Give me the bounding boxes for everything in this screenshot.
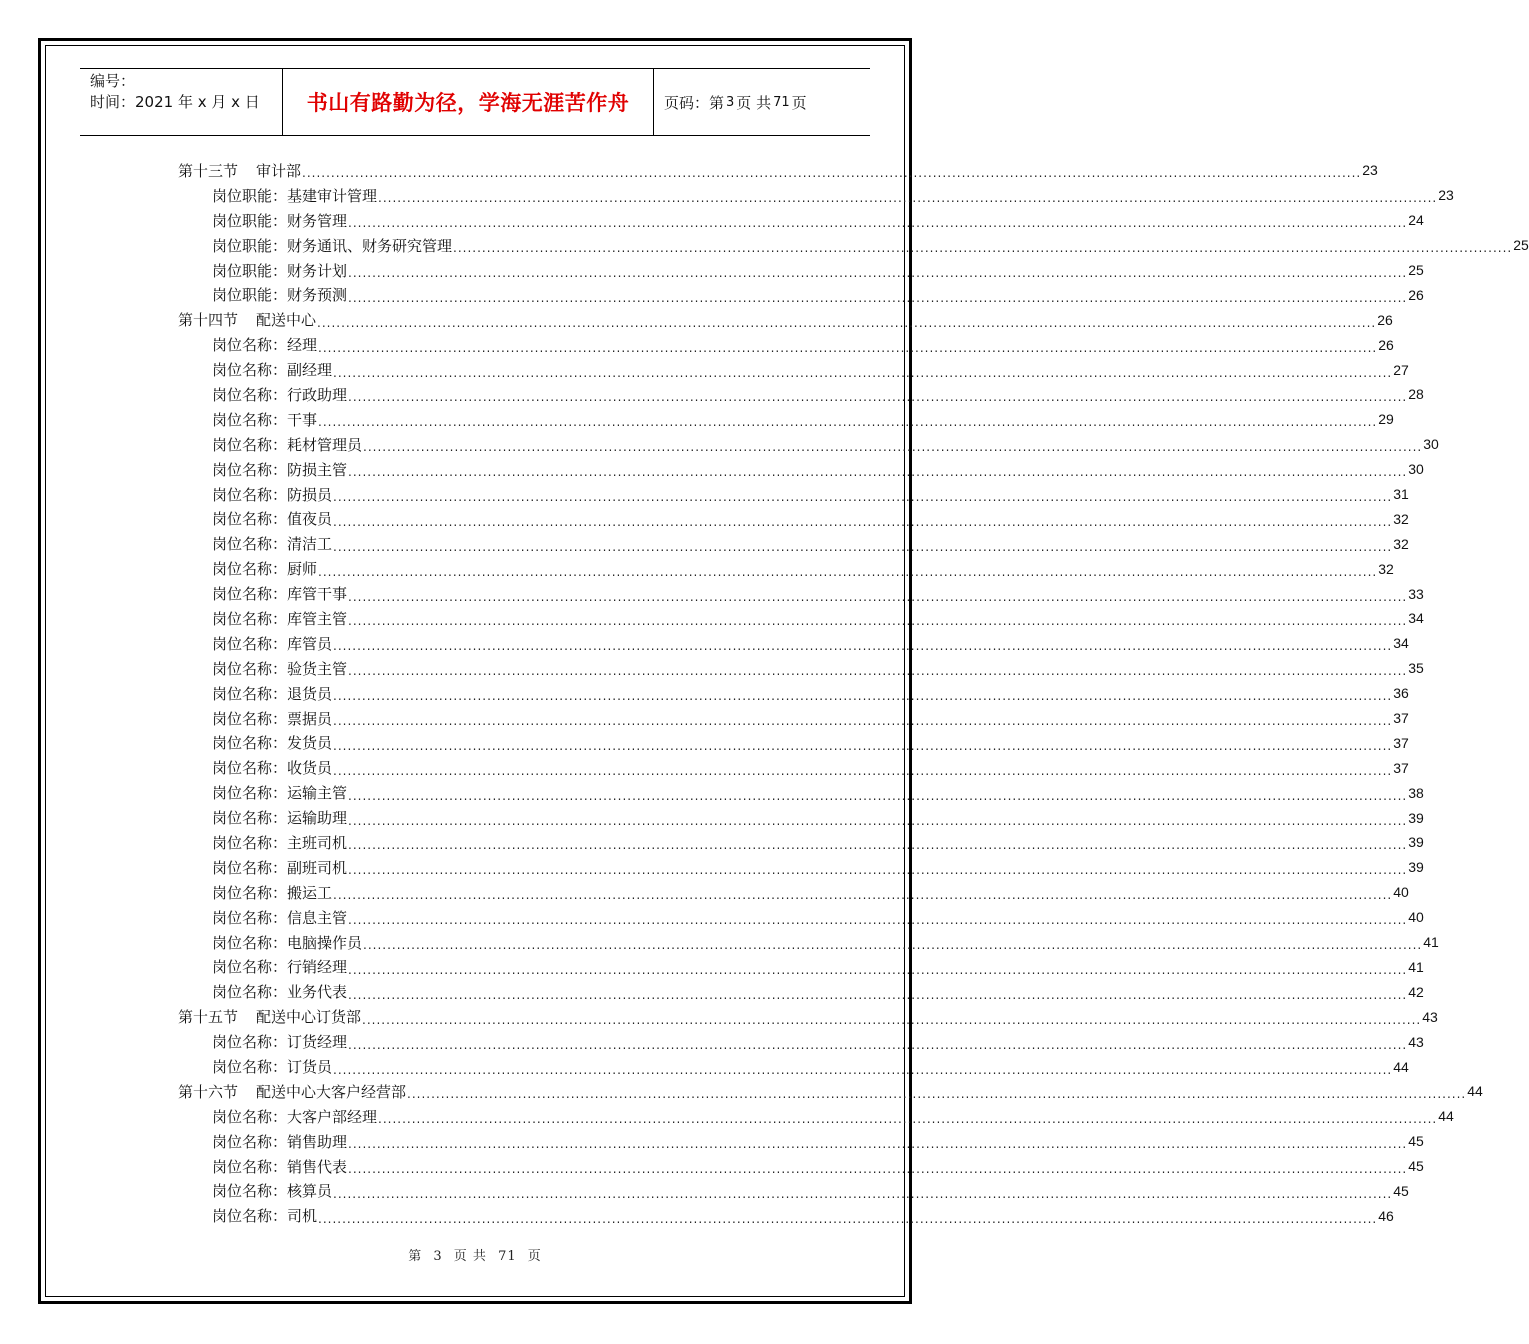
toc-leader-dots: ............................................................................................................................................................................................................................ [407, 1087, 1467, 1102]
toc-entry[interactable] [178, 457, 1424, 482]
toc-page-number: 40 [1393, 884, 1409, 901]
toc-page-number: 25 [1408, 262, 1424, 278]
toc-section-entry[interactable] [178, 307, 1393, 332]
toc-page-number: 30 [1423, 436, 1439, 453]
toc-leader-dots: ............................................................................................................................................................................................................................ [333, 689, 1393, 704]
footer-page-current: 3 [433, 1249, 443, 1264]
toc-page-number: 44 [1438, 1108, 1454, 1125]
toc-section-entry[interactable] [178, 158, 1378, 183]
toc-entry-title: 岗位名称：库管干事 [212, 585, 348, 604]
toc-entry[interactable] [178, 880, 1409, 905]
toc-entry[interactable] [178, 357, 1409, 382]
toc-leader-dots: ............................................................................................................................................................................................................................ [348, 1037, 1408, 1052]
toc-leader-dots: ............................................................................................................................................................................................................................ [348, 216, 1408, 231]
toc-leader-dots: ............................................................................................................................................................................................................................ [348, 290, 1408, 305]
toc-entry[interactable] [178, 556, 1394, 581]
toc-leader-dots: ............................................................................................................................................................................................................................ [333, 1186, 1393, 1201]
toc-page-number: 27 [1393, 361, 1409, 378]
toc-page-number: 37 [1393, 710, 1409, 727]
toc-leader-dots: ............................................................................................................................................................................................................................ [348, 788, 1408, 803]
toc-leader-dots: ............................................................................................................................................................................................................................ [333, 639, 1393, 654]
toc-leader-dots: ............................................................................................................................................................................................................................ [378, 1112, 1438, 1127]
toc-entry[interactable] [178, 631, 1409, 656]
toc-entry[interactable] [178, 382, 1424, 407]
toc-entry[interactable] [178, 407, 1394, 432]
toc-entry[interactable] [178, 1129, 1424, 1154]
toc-entry[interactable] [178, 979, 1424, 1004]
toc-entry-title: 岗位职能：财务计划 [212, 261, 348, 280]
toc-entry[interactable] [178, 506, 1409, 531]
header-date-label: 时间：2021 年 x 月 x 日 [90, 93, 260, 111]
toc-page-number: 25 [1513, 237, 1529, 254]
toc-page-number: 45 [1393, 1182, 1409, 1199]
toc-entry-title: 岗位名称：行销经理 [212, 958, 348, 977]
header-page-current: 3 [726, 94, 735, 110]
toc-leader-dots: ............................................................................................................................................................................................................................ [348, 838, 1408, 853]
toc-page-number: 41 [1423, 934, 1439, 951]
toc-page-number: 37 [1393, 759, 1409, 776]
toc-entry-title: 岗位名称：经理 [212, 336, 318, 355]
toc-entry-title: 岗位名称：票据员 [212, 709, 333, 728]
toc-entry-title: 岗位名称：电脑操作员 [212, 933, 363, 952]
toc-leader-dots: ............................................................................................................................................................................................................................ [333, 514, 1393, 529]
toc-leader-dots: ............................................................................................................................................................................................................................ [333, 738, 1393, 753]
toc-entry-title: 岗位名称：防损员 [212, 485, 333, 504]
toc-page-number: 26 [1377, 311, 1393, 328]
toc-page-number: 28 [1408, 386, 1424, 403]
toc-entry[interactable] [178, 208, 1424, 233]
toc-entry[interactable] [178, 1054, 1409, 1079]
toc-leader-dots: ............................................................................................................................................................................................................................ [318, 415, 1378, 430]
toc-entry[interactable] [178, 1203, 1394, 1228]
toc-entry-title: 配送中心大客户经营部 [256, 1082, 407, 1101]
toc-entry-title: 岗位名称：发货员 [212, 734, 333, 753]
toc-leader-dots: ............................................................................................................................................................................................................................ [318, 1211, 1378, 1226]
toc-section-number: 第十六节 [178, 1082, 239, 1101]
toc-entry-title: 岗位名称：干事 [212, 410, 318, 429]
toc-entry[interactable] [178, 1179, 1409, 1204]
toc-leader-dots: ............................................................................................................................................................................................................................ [317, 315, 1377, 330]
toc-entry-title: 岗位名称：副班司机 [212, 858, 348, 877]
header-page-total: 71 [773, 94, 790, 110]
toc-page-number: 34 [1408, 610, 1424, 627]
toc-leader-dots: ............................................................................................................................................................................................................................ [333, 365, 1393, 380]
toc-section-number: 第十四节 [178, 311, 239, 330]
toc-leader-dots: ............................................................................................................................................................................................................................ [318, 340, 1378, 355]
toc-page-number: 23 [1362, 162, 1378, 179]
toc-page-number: 43 [1422, 1008, 1438, 1025]
toc-leader-dots: ............................................................................................................................................................................................................................ [348, 987, 1408, 1002]
toc-leader-dots: ............................................................................................................................................................................................................................ [362, 1012, 1422, 1027]
toc-leader-dots: ............................................................................................................................................................................................................................ [348, 813, 1408, 828]
toc-leader-dots: ............................................................................................................................................................................................................................ [348, 863, 1408, 878]
toc-leader-dots: ............................................................................................................................................................................................................................ [333, 714, 1393, 729]
toc-entry-title: 岗位名称：司机 [212, 1207, 318, 1226]
toc-page-number: 32 [1393, 510, 1409, 527]
toc-page-number: 35 [1408, 660, 1424, 677]
header-page-mid: 页 共 [736, 93, 772, 112]
toc-entry-title: 配送中心订货部 [256, 1008, 362, 1027]
toc-page-number: 33 [1408, 585, 1424, 602]
toc-section-number: 第十五节 [178, 1008, 239, 1027]
toc-entry[interactable] [178, 706, 1409, 731]
toc-section-number: 第十三节 [178, 161, 239, 180]
toc-entry[interactable] [178, 282, 1424, 307]
toc-leader-dots: ............................................................................................................................................................................................................................ [333, 888, 1393, 903]
toc-entry-title: 岗位名称：厨师 [212, 560, 318, 579]
toc-entry[interactable] [178, 855, 1424, 880]
toc-leader-dots: ............................................................................................................................................................................................................................ [333, 539, 1393, 554]
toc-entry-title: 岗位名称：信息主管 [212, 908, 348, 927]
toc-entry-title: 岗位名称：清洁工 [212, 535, 333, 554]
toc-page-number: 44 [1467, 1083, 1483, 1100]
toc-entry[interactable] [178, 233, 1529, 258]
toc-leader-dots: ............................................................................................................................................................................................................................ [348, 266, 1408, 280]
footer-mid: 页 共 [453, 1249, 487, 1264]
toc-entry[interactable] [178, 780, 1424, 805]
toc-entry[interactable] [178, 656, 1424, 681]
toc-entry[interactable] [178, 905, 1424, 930]
toc-entry-title: 岗位名称：运输助理 [212, 809, 348, 828]
toc-page-number: 32 [1393, 535, 1409, 552]
toc-page-number: 26 [1378, 336, 1394, 353]
toc-entry-title: 岗位职能：财务预测 [212, 286, 348, 305]
toc-leader-dots: ............................................................................................................................................................................................................................ [348, 664, 1408, 679]
toc-entry[interactable] [178, 1154, 1424, 1179]
toc-entry[interactable] [178, 332, 1394, 357]
footer-page-total: 71 [498, 1249, 517, 1264]
toc-leader-dots: ............................................................................................................................................................................................................................ [348, 390, 1408, 405]
toc-entry-title: 岗位名称：销售代表 [212, 1157, 348, 1176]
toc-entry-title: 岗位名称：副经理 [212, 361, 333, 380]
toc-entry[interactable] [178, 482, 1409, 507]
header-motto: 书山有路勤为径，学海无涯苦作舟 [306, 91, 630, 115]
toc-leader-dots: ............................................................................................................................................................................................................................ [453, 241, 1513, 256]
toc-entry-title: 岗位职能：财务通讯、财务研究管理 [212, 236, 453, 255]
toc-page-number: 31 [1393, 486, 1409, 503]
toc-entry[interactable] [178, 1104, 1454, 1129]
toc-leader-dots: ............................................................................................................................................................................................................................ [333, 490, 1393, 505]
toc-entry-title: 岗位名称：运输主管 [212, 784, 348, 803]
table-of-contents [178, 158, 1529, 1228]
footer-suffix: 页 [527, 1249, 542, 1264]
toc-entry[interactable] [178, 531, 1409, 556]
page-header [80, 68, 870, 136]
toc-entry-title: 岗位名称：主班司机 [212, 833, 348, 852]
toc-entry[interactable] [178, 955, 1424, 980]
header-meta [90, 71, 280, 113]
toc-entry[interactable] [178, 432, 1439, 457]
toc-entry-title: 岗位名称：销售助理 [212, 1132, 348, 1151]
toc-leader-dots: ............................................................................................................................................................................................................................ [348, 465, 1408, 480]
toc-entry-title: 岗位名称：行政助理 [212, 385, 348, 404]
toc-entry-title: 岗位职能：基建审计管理 [212, 186, 378, 205]
toc-entry-title: 岗位名称：值夜员 [212, 510, 333, 529]
toc-leader-dots: ............................................................................................................................................................................................................................ [318, 564, 1378, 579]
toc-leader-dots: ............................................................................................................................................................................................................................ [378, 191, 1438, 206]
toc-entry-title: 审计部 [256, 161, 302, 180]
toc-entry[interactable] [178, 681, 1409, 706]
toc-entry[interactable] [178, 755, 1409, 780]
toc-page-number: 40 [1408, 909, 1424, 926]
toc-entry-title: 岗位职能：财务管理 [212, 211, 348, 230]
toc-page-number: 37 [1393, 734, 1409, 751]
toc-entry-title: 岗位名称：大客户部经理 [212, 1107, 378, 1126]
toc-leader-dots: ............................................................................................................................................................................................................................ [348, 1162, 1408, 1177]
toc-entry[interactable] [178, 830, 1424, 855]
toc-page-number: 26 [1408, 286, 1424, 303]
toc-page-number: 41 [1408, 958, 1424, 975]
toc-page-number: 43 [1408, 1033, 1424, 1050]
header-page-prefix: 页码：第 [664, 93, 725, 112]
header-page-indicator [664, 69, 807, 135]
toc-page-number: 23 [1438, 187, 1454, 204]
header-divider [653, 69, 654, 135]
toc-page-number: 39 [1408, 859, 1424, 876]
toc-page-number: 39 [1408, 809, 1424, 826]
toc-entry-title: 岗位名称：搬运工 [212, 883, 333, 902]
toc-entry-title: 岗位名称：订货经理 [212, 1033, 348, 1052]
page-footer [0, 1245, 950, 1264]
toc-page-number: 46 [1378, 1207, 1394, 1224]
toc-page-number: 38 [1408, 784, 1424, 801]
toc-page-number: 24 [1408, 212, 1424, 229]
toc-entry-title: 岗位名称：库管主管 [212, 609, 348, 628]
toc-entry[interactable] [178, 730, 1409, 755]
footer-prefix: 第 [408, 1249, 423, 1264]
toc-section-entry[interactable] [178, 1004, 1438, 1029]
toc-page-number: 45 [1408, 1133, 1424, 1150]
toc-entry-title: 岗位名称：退货员 [212, 684, 333, 703]
toc-entry[interactable] [178, 581, 1424, 606]
header-page-suffix: 页 [791, 93, 807, 112]
toc-entry[interactable] [178, 183, 1454, 208]
toc-page-number: 36 [1393, 685, 1409, 702]
toc-page-number: 29 [1378, 411, 1394, 428]
toc-entry-title: 岗位名称：验货主管 [212, 659, 348, 678]
toc-entry-title: 岗位名称：业务代表 [212, 983, 348, 1002]
toc-entry-title: 配送中心 [256, 311, 317, 330]
toc-leader-dots: ............................................................................................................................................................................................................................ [348, 589, 1408, 604]
toc-entry-title: 岗位名称：耗材管理员 [212, 435, 363, 454]
toc-page-number: 30 [1408, 461, 1424, 478]
toc-page-number: 42 [1408, 983, 1424, 1000]
toc-leader-dots: ............................................................................................................................................................................................................................ [348, 1137, 1408, 1152]
toc-entry-title: 岗位名称：核算员 [212, 1182, 333, 1201]
toc-page-number: 34 [1393, 635, 1409, 652]
toc-entry-title: 岗位名称：收货员 [212, 759, 333, 778]
toc-entry[interactable] [178, 1029, 1424, 1054]
toc-entry[interactable] [178, 258, 1424, 283]
toc-entry-title: 岗位名称：库管员 [212, 634, 333, 653]
header-number-label: 编号： [90, 72, 136, 90]
toc-leader-dots: ............................................................................................................................................................................................................................ [333, 1062, 1393, 1077]
toc-leader-dots: ............................................................................................................................................................................................................................ [363, 440, 1423, 455]
toc-entry-title: 岗位名称：防损主管 [212, 460, 348, 479]
toc-entry[interactable] [178, 805, 1424, 830]
toc-leader-dots: ............................................................................................................................................................................................................................ [333, 763, 1393, 778]
toc-page-number: 39 [1408, 834, 1424, 851]
toc-leader-dots: ............................................................................................................................................................................................................................ [348, 962, 1408, 977]
toc-entry-title: 岗位名称：订货员 [212, 1058, 333, 1076]
toc-leader-dots: ............................................................................................................................................................................................................................ [348, 614, 1408, 629]
toc-page-number: 45 [1408, 1158, 1424, 1175]
toc-page-number: 44 [1393, 1058, 1409, 1075]
toc-entry[interactable] [178, 930, 1439, 955]
toc-section-entry[interactable] [178, 1079, 1483, 1104]
toc-leader-dots: ............................................................................................................................................................................................................................ [363, 938, 1423, 953]
toc-leader-dots: ............................................................................................................................................................................................................................ [302, 166, 1362, 181]
toc-entry[interactable] [178, 606, 1424, 631]
toc-leader-dots: ............................................................................................................................................................................................................................ [348, 913, 1408, 928]
toc-page-number: 32 [1378, 560, 1394, 577]
